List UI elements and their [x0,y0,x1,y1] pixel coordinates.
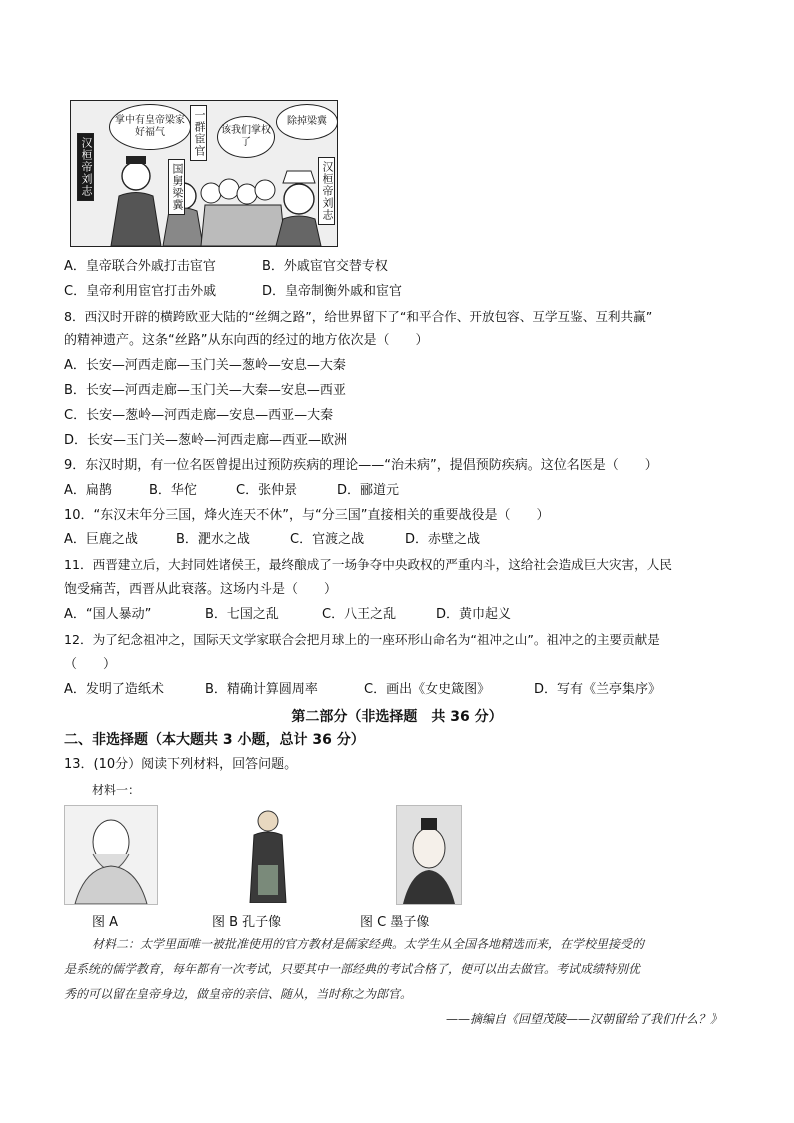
q10-stem: 10．“东汉末年分三国，烽火连天不休”，与“分三国”直接相关的重要战役是（ ） [64,508,550,523]
q8-option-a: A．长安—河西走廊—玉门关—葱岭—安息—大秦 [64,358,346,373]
material2-source: ——摘编自《回望茂陵——汉朝留给了我们什么？》 [445,1012,722,1026]
q7-option-b: B．外戚宦官交替专权 [262,259,388,274]
material2-line1: 材料二：太学里面唯一被批准使用的官方教材是儒家经典。太学生从全国各地精选而来，在学校里接受的 [92,937,645,951]
speech-bubble-3: 除掉梁冀 [276,104,338,140]
q11-stem-line2: 饱受痛苦，西晋从此衰落。这场内斗是（ ） [64,582,338,597]
q8-stem-line2: 的精神遗产。这条“丝路”从东向西的经过的地方依次是（ ） [64,333,429,348]
q13-stem: 13．(10分）阅读下列材料，回答问题。 [64,757,298,772]
q10-option-a: A．巨鹿之战 [64,532,138,547]
q9-option-c: C．张仲景 [236,483,298,498]
left-emperor-label: 汉桓帝刘志 [77,133,94,201]
section2-title: 二、非选择题（本大题共 3 小题，总计 36 分） [64,732,365,748]
q9-option-b: B．华佗 [149,483,197,498]
caption-figure-c: 图 C 墨子像 [360,915,430,930]
q7-option-d: D．皇帝制衡外戚和宦官 [262,284,403,299]
q11-option-d: D．黄巾起义 [436,607,512,622]
portrait-figure-a [64,805,158,905]
speech-bubble-1: 掌中有皇帝梁家好福气 [109,104,191,150]
history-cartoon [70,100,338,247]
q12-option-d: D．写有《兰亭集序》 [534,682,662,697]
q10-option-d: D．赤壁之战 [405,532,481,547]
q9-option-a: A．扁鹊 [64,483,112,498]
material2-line3: 秀的可以留在皇帝身边，做皇帝的亲信、随从，当时称之为郎官。 [64,987,413,1001]
q10-option-b: B．淝水之战 [176,532,250,547]
q8-option-b: B．长安—河西走廊—玉门关—大秦—安息—西亚 [64,383,346,398]
portrait-confucius [236,805,300,903]
q7-option-a: A．皇帝联合外戚打击宦官 [64,259,216,274]
q12-stem-line1: 12．为了纪念祖冲之，国际天文学家联合会把月球上的一座环形山命名为“祖冲之山”。祖冲之的主要贡献是 [64,632,660,647]
q12-option-c: C．画出《女史箴图》 [364,682,491,697]
q8-option-d: D．长安—玉门关—葱岭—河西走廊—西亚—欧洲 [64,433,348,448]
guojiu-label: 国舅梁冀 [168,159,185,215]
eunuch-group-label: 一群宦官 [190,105,207,161]
q8-stem-line1: 8．西汉时开辟的横跨欧亚大陆的“丝绸之路”，给世界留下了“和平合作、开放包容、互学互鉴、互利共赢” [64,309,653,324]
caption-figure-a: 图 A [92,915,119,930]
q8-option-c: C．长安—葱岭—河西走廊—安息—西亚—大秦 [64,408,334,423]
part2-title: 第二部分（非选择题 共 36 分） [291,709,503,725]
q7-option-c: C．皇帝利用宦官打击外戚 [64,284,217,299]
q12-option-b: B．精确计算圆周率 [205,682,318,697]
q9-stem: 9．东汉时期，有一位名医曾提出过预防疾病的理论——“治未病”，提倡预防疾病。这位名医是（ ） [64,458,658,473]
q11-option-c: C．八王之乱 [322,607,397,622]
portrait-mozi [396,805,462,905]
q12-option-a: A．发明了造纸术 [64,682,164,697]
q11-option-b: B．七国之乱 [205,607,279,622]
right-emperor-label: 汉桓帝刘志 [318,157,335,225]
caption-figure-b: 图 B 孔子像 [212,915,282,930]
q12-stem-line2: （ ） [64,657,117,672]
q11-stem-line1: 11．西晋建立后，大封同姓诸侯王，最终酿成了一场争夺中央政权的严重内斗，这给社会造成巨大灾害，人民 [64,557,672,572]
material1-label: 材料一： [92,783,141,797]
speech-bubble-2: 该我们掌权了 [217,116,275,158]
q10-option-c: C．官渡之战 [290,532,365,547]
q11-option-a: A．“国人暴动” [64,607,152,622]
q9-option-d: D．郦道元 [337,483,400,498]
material2-line2: 是系统的儒学教育，每年都有一次考试，只要其中一部经典的考试合格了，便可以出去做官。考试成绩特别优 [64,962,641,976]
